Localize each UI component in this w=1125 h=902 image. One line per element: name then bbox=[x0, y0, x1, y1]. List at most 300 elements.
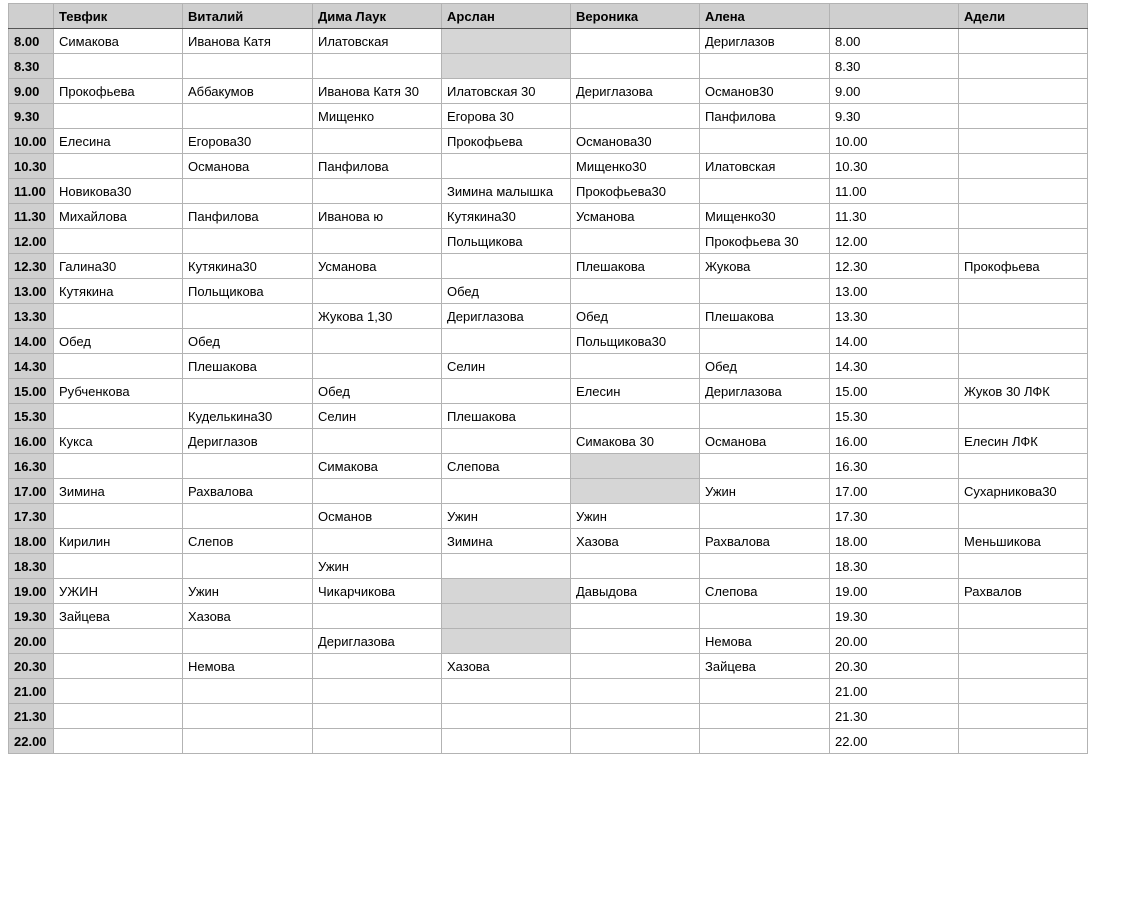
row-time-label[interactable]: 13.00 bbox=[9, 279, 54, 304]
table-cell[interactable]: Давыдова bbox=[571, 579, 700, 604]
schedule-table bbox=[8, 3, 1088, 754]
table-cell[interactable]: Аббакумов bbox=[183, 79, 313, 104]
table-cell[interactable] bbox=[700, 54, 830, 79]
table-cell[interactable] bbox=[959, 79, 1088, 104]
table-cell[interactable]: Хазова bbox=[183, 604, 313, 629]
table-cell[interactable]: Кукса bbox=[54, 429, 183, 454]
table-row bbox=[9, 554, 1088, 579]
table-cell[interactable] bbox=[700, 704, 830, 729]
table-cell[interactable] bbox=[442, 579, 571, 604]
table-cell[interactable] bbox=[959, 729, 1088, 754]
table-cell[interactable] bbox=[959, 104, 1088, 129]
table-cell[interactable] bbox=[959, 629, 1088, 654]
table-row bbox=[9, 79, 1088, 104]
table-cell[interactable]: Галина30 bbox=[54, 254, 183, 279]
table-cell[interactable]: 8.00 bbox=[830, 29, 959, 54]
table-cell[interactable]: Рубченкова bbox=[54, 379, 183, 404]
table-row bbox=[9, 729, 1088, 754]
table-cell[interactable] bbox=[442, 254, 571, 279]
table-cell[interactable]: 14.30 bbox=[830, 354, 959, 379]
table-row bbox=[9, 579, 1088, 604]
table-cell[interactable]: Дериглазова bbox=[700, 379, 830, 404]
table-row bbox=[9, 204, 1088, 229]
table-cell[interactable]: Ужин bbox=[183, 579, 313, 604]
row-time-label[interactable]: 15.30 bbox=[9, 404, 54, 429]
table-cell[interactable]: 11.00 bbox=[830, 179, 959, 204]
table-cell[interactable] bbox=[442, 629, 571, 654]
table-cell[interactable] bbox=[959, 279, 1088, 304]
table-cell[interactable]: Ужин bbox=[442, 504, 571, 529]
table-cell[interactable]: Немова bbox=[700, 629, 830, 654]
table-cell[interactable]: 22.00 bbox=[830, 729, 959, 754]
table-cell[interactable]: 16.30 bbox=[830, 454, 959, 479]
table-cell[interactable] bbox=[183, 704, 313, 729]
table-cell[interactable]: 15.00 bbox=[830, 379, 959, 404]
table-cell[interactable]: Кутякина30 bbox=[183, 254, 313, 279]
table-cell[interactable]: 12.00 bbox=[830, 229, 959, 254]
table-cell[interactable] bbox=[571, 654, 700, 679]
row-time-label[interactable]: 8.00 bbox=[9, 29, 54, 54]
table-cell[interactable] bbox=[54, 554, 183, 579]
table-cell[interactable]: 9.30 bbox=[830, 104, 959, 129]
table-cell[interactable] bbox=[571, 679, 700, 704]
table-cell[interactable]: Чикарчикова bbox=[313, 579, 442, 604]
table-row bbox=[9, 654, 1088, 679]
table-cell[interactable] bbox=[700, 604, 830, 629]
table-cell[interactable]: Мищенко30 bbox=[700, 204, 830, 229]
table-cell[interactable] bbox=[700, 729, 830, 754]
table-cell[interactable]: Дериглазова bbox=[571, 79, 700, 104]
table-cell[interactable] bbox=[959, 679, 1088, 704]
table-row bbox=[9, 254, 1088, 279]
table-cell[interactable]: Селин bbox=[313, 404, 442, 429]
table-cell[interactable] bbox=[183, 454, 313, 479]
table-cell[interactable]: 13.30 bbox=[830, 304, 959, 329]
table-cell[interactable]: Прокофьева bbox=[442, 129, 571, 154]
table-cell[interactable] bbox=[313, 129, 442, 154]
table-cell[interactable] bbox=[571, 729, 700, 754]
table-cell[interactable]: Рахвалов bbox=[959, 579, 1088, 604]
table-cell[interactable] bbox=[54, 404, 183, 429]
column-header-vitaliy[interactable]: Виталий bbox=[183, 4, 313, 29]
table-cell[interactable]: Селин bbox=[442, 354, 571, 379]
table-cell[interactable] bbox=[54, 504, 183, 529]
table-cell[interactable]: Симакова 30 bbox=[571, 429, 700, 454]
table-row bbox=[9, 179, 1088, 204]
table-cell[interactable]: Елесин bbox=[571, 379, 700, 404]
table-cell[interactable] bbox=[54, 354, 183, 379]
table-cell[interactable]: Иванова Катя 30 bbox=[313, 79, 442, 104]
table-cell[interactable] bbox=[959, 604, 1088, 629]
table-cell[interactable]: 18.00 bbox=[830, 529, 959, 554]
table-cell[interactable] bbox=[442, 154, 571, 179]
table-cell[interactable]: Обед bbox=[571, 304, 700, 329]
table-cell[interactable]: 19.00 bbox=[830, 579, 959, 604]
table-cell[interactable] bbox=[183, 304, 313, 329]
table-cell[interactable]: Егорова30 bbox=[183, 129, 313, 154]
table-cell[interactable]: Иванова ю bbox=[313, 204, 442, 229]
table-cell[interactable] bbox=[54, 704, 183, 729]
table-row bbox=[9, 679, 1088, 704]
table-cell[interactable]: Егорова 30 bbox=[442, 104, 571, 129]
table-cell[interactable] bbox=[959, 704, 1088, 729]
table-cell[interactable] bbox=[313, 479, 442, 504]
row-time-label[interactable]: 10.30 bbox=[9, 154, 54, 179]
table-cell[interactable]: Куделькина30 bbox=[183, 404, 313, 429]
table-cell[interactable] bbox=[700, 279, 830, 304]
table-cell[interactable] bbox=[54, 154, 183, 179]
row-time-label[interactable]: 9.30 bbox=[9, 104, 54, 129]
table-cell[interactable] bbox=[571, 279, 700, 304]
table-cell[interactable] bbox=[571, 404, 700, 429]
row-time-label[interactable]: 18.30 bbox=[9, 554, 54, 579]
table-cell[interactable] bbox=[313, 729, 442, 754]
table-cell[interactable] bbox=[183, 54, 313, 79]
table-cell[interactable] bbox=[313, 654, 442, 679]
table-cell[interactable]: Михайлова bbox=[54, 204, 183, 229]
table-cell[interactable] bbox=[442, 704, 571, 729]
row-time-label[interactable]: 20.00 bbox=[9, 629, 54, 654]
table-cell[interactable]: 10.30 bbox=[830, 154, 959, 179]
table-cell[interactable]: Польщикова bbox=[442, 229, 571, 254]
table-cell[interactable] bbox=[442, 479, 571, 504]
table-row bbox=[9, 404, 1088, 429]
table-cell[interactable] bbox=[313, 54, 442, 79]
row-time-label[interactable]: 22.00 bbox=[9, 729, 54, 754]
table-cell[interactable] bbox=[571, 554, 700, 579]
table-cell[interactable] bbox=[959, 404, 1088, 429]
table-cell[interactable]: 13.00 bbox=[830, 279, 959, 304]
table-row bbox=[9, 479, 1088, 504]
table-cell[interactable] bbox=[959, 54, 1088, 79]
table-cell[interactable]: Плешакова bbox=[442, 404, 571, 429]
table-cell[interactable] bbox=[571, 604, 700, 629]
row-time-label[interactable]: 19.00 bbox=[9, 579, 54, 604]
table-cell[interactable]: Симакова bbox=[54, 29, 183, 54]
table-cell[interactable]: Прокофьева bbox=[959, 254, 1088, 279]
table-cell[interactable]: 18.30 bbox=[830, 554, 959, 579]
table-cell[interactable] bbox=[700, 504, 830, 529]
table-cell[interactable] bbox=[54, 679, 183, 704]
table-cell[interactable]: Османов bbox=[313, 504, 442, 529]
table-cell[interactable]: Панфилова bbox=[183, 204, 313, 229]
table-cell[interactable] bbox=[959, 129, 1088, 154]
table-row bbox=[9, 629, 1088, 654]
table-cell[interactable] bbox=[959, 304, 1088, 329]
row-time-label[interactable]: 15.00 bbox=[9, 379, 54, 404]
row-time-label[interactable]: 19.30 bbox=[9, 604, 54, 629]
table-cell[interactable]: 20.00 bbox=[830, 629, 959, 654]
table-cell[interactable] bbox=[313, 329, 442, 354]
table-cell[interactable]: 20.30 bbox=[830, 654, 959, 679]
table-cell[interactable]: 17.30 bbox=[830, 504, 959, 529]
table-cell[interactable] bbox=[183, 104, 313, 129]
corner-header bbox=[9, 4, 54, 29]
table-row bbox=[9, 54, 1088, 79]
column-header-tevfik[interactable]: Тевфик bbox=[54, 4, 183, 29]
table-row bbox=[9, 129, 1088, 154]
table-cell[interactable]: Елесин ЛФК bbox=[959, 429, 1088, 454]
table-cell[interactable]: Польщикова bbox=[183, 279, 313, 304]
table-cell[interactable] bbox=[959, 29, 1088, 54]
table-cell[interactable] bbox=[442, 429, 571, 454]
table-cell[interactable] bbox=[442, 54, 571, 79]
table-cell[interactable] bbox=[313, 354, 442, 379]
table-cell[interactable] bbox=[183, 229, 313, 254]
table-cell[interactable]: Хазова bbox=[442, 654, 571, 679]
table-cell[interactable]: Жукова bbox=[700, 254, 830, 279]
header-row bbox=[9, 4, 1088, 29]
table-cell[interactable]: Ужин bbox=[700, 479, 830, 504]
table-row bbox=[9, 529, 1088, 554]
row-time-label[interactable]: 20.30 bbox=[9, 654, 54, 679]
table-row bbox=[9, 304, 1088, 329]
table-cell[interactable] bbox=[183, 629, 313, 654]
table-cell[interactable] bbox=[442, 379, 571, 404]
table-cell[interactable]: Кутякина bbox=[54, 279, 183, 304]
table-cell[interactable]: Польщикова30 bbox=[571, 329, 700, 354]
table-cell[interactable]: Илатовская bbox=[313, 29, 442, 54]
table-cell[interactable] bbox=[442, 604, 571, 629]
table-cell[interactable]: Панфилова bbox=[313, 154, 442, 179]
table-cell[interactable] bbox=[571, 104, 700, 129]
table-cell[interactable]: Иванова Катя bbox=[183, 29, 313, 54]
row-time-label[interactable]: 12.00 bbox=[9, 229, 54, 254]
table-cell[interactable] bbox=[700, 129, 830, 154]
table-cell[interactable]: Обед bbox=[183, 329, 313, 354]
table-cell[interactable] bbox=[959, 179, 1088, 204]
table-cell[interactable]: Кутякина30 bbox=[442, 204, 571, 229]
column-header-arslan[interactable]: Арслан bbox=[442, 4, 571, 29]
table-cell[interactable]: Османов30 bbox=[700, 79, 830, 104]
table-cell[interactable] bbox=[313, 529, 442, 554]
table-cell[interactable] bbox=[313, 604, 442, 629]
table-cell[interactable] bbox=[442, 554, 571, 579]
table-cell[interactable] bbox=[54, 54, 183, 79]
table-cell[interactable] bbox=[183, 504, 313, 529]
row-time-label[interactable]: 10.00 bbox=[9, 129, 54, 154]
table-row bbox=[9, 279, 1088, 304]
table-cell[interactable]: Обед bbox=[442, 279, 571, 304]
table-cell[interactable] bbox=[959, 454, 1088, 479]
table-cell[interactable]: Дериглазов bbox=[700, 29, 830, 54]
table-cell[interactable] bbox=[183, 179, 313, 204]
table-cell[interactable] bbox=[313, 229, 442, 254]
row-time-label[interactable]: 17.00 bbox=[9, 479, 54, 504]
table-cell[interactable] bbox=[571, 454, 700, 479]
table-cell[interactable]: Меньшикова bbox=[959, 529, 1088, 554]
table-row bbox=[9, 154, 1088, 179]
table-cell[interactable] bbox=[959, 554, 1088, 579]
row-time-label[interactable]: 21.30 bbox=[9, 704, 54, 729]
table-cell[interactable]: Кирилин bbox=[54, 529, 183, 554]
table-cell[interactable] bbox=[700, 554, 830, 579]
row-time-label[interactable]: 16.30 bbox=[9, 454, 54, 479]
table-cell[interactable] bbox=[571, 229, 700, 254]
table-cell[interactable] bbox=[313, 279, 442, 304]
table-cell[interactable]: Жукова 1,30 bbox=[313, 304, 442, 329]
table-cell[interactable] bbox=[54, 629, 183, 654]
table-cell[interactable]: Дериглазова bbox=[442, 304, 571, 329]
table-cell[interactable]: Дериглазов bbox=[183, 429, 313, 454]
row-time-label[interactable]: 13.30 bbox=[9, 304, 54, 329]
table-cell[interactable] bbox=[700, 404, 830, 429]
table-cell[interactable]: Прокофьева 30 bbox=[700, 229, 830, 254]
table-cell[interactable] bbox=[313, 704, 442, 729]
table-cell[interactable] bbox=[959, 504, 1088, 529]
table-cell[interactable]: Зимина малышка bbox=[442, 179, 571, 204]
table-cell[interactable]: Симакова bbox=[313, 454, 442, 479]
table-cell[interactable] bbox=[571, 479, 700, 504]
table-cell[interactable]: Обед bbox=[700, 354, 830, 379]
row-time-label[interactable]: 9.00 bbox=[9, 79, 54, 104]
table-cell[interactable]: 16.00 bbox=[830, 429, 959, 454]
table-cell[interactable]: Илатовская 30 bbox=[442, 79, 571, 104]
table-cell[interactable] bbox=[183, 679, 313, 704]
table-cell[interactable] bbox=[571, 29, 700, 54]
table-cell[interactable]: Османова30 bbox=[571, 129, 700, 154]
table-cell[interactable] bbox=[959, 229, 1088, 254]
table-cell[interactable]: 21.30 bbox=[830, 704, 959, 729]
row-time-label[interactable]: 21.00 bbox=[9, 679, 54, 704]
table-cell[interactable] bbox=[54, 304, 183, 329]
table-cell[interactable]: Обед bbox=[54, 329, 183, 354]
table-cell[interactable]: Слепова bbox=[442, 454, 571, 479]
table-cell[interactable]: Зайцева bbox=[54, 604, 183, 629]
table-cell[interactable] bbox=[700, 679, 830, 704]
table-cell[interactable]: Зайцева bbox=[700, 654, 830, 679]
table-cell[interactable] bbox=[54, 654, 183, 679]
table-cell[interactable] bbox=[442, 729, 571, 754]
table-cell[interactable] bbox=[959, 204, 1088, 229]
column-header-alena[interactable]: Алена bbox=[700, 4, 830, 29]
table-cell[interactable] bbox=[183, 729, 313, 754]
column-header-blank[interactable] bbox=[830, 4, 959, 29]
table-cell[interactable]: Плешакова bbox=[183, 354, 313, 379]
table-cell[interactable] bbox=[54, 229, 183, 254]
table-cell[interactable]: Слепова bbox=[700, 579, 830, 604]
table-cell[interactable] bbox=[700, 454, 830, 479]
table-cell[interactable]: Зимина bbox=[54, 479, 183, 504]
table-cell[interactable] bbox=[183, 379, 313, 404]
table-row bbox=[9, 429, 1088, 454]
table-cell[interactable] bbox=[313, 679, 442, 704]
table-cell[interactable]: Жуков 30 ЛФК bbox=[959, 379, 1088, 404]
table-cell[interactable]: Мищенко bbox=[313, 104, 442, 129]
table-cell[interactable]: Обед bbox=[313, 379, 442, 404]
table-cell[interactable]: 10.00 bbox=[830, 129, 959, 154]
table-cell[interactable] bbox=[442, 329, 571, 354]
table-cell[interactable] bbox=[54, 104, 183, 129]
table-cell[interactable]: Слепов bbox=[183, 529, 313, 554]
table-cell[interactable] bbox=[54, 454, 183, 479]
table-cell[interactable]: Хазова bbox=[571, 529, 700, 554]
table-cell[interactable]: Османова bbox=[183, 154, 313, 179]
row-time-label[interactable]: 16.00 bbox=[9, 429, 54, 454]
table-cell[interactable]: 19.30 bbox=[830, 604, 959, 629]
table-cell[interactable] bbox=[183, 554, 313, 579]
table-cell[interactable]: 12.30 bbox=[830, 254, 959, 279]
table-cell[interactable]: Елесина bbox=[54, 129, 183, 154]
row-time-label[interactable]: 11.00 bbox=[9, 179, 54, 204]
schedule-body bbox=[9, 29, 1088, 754]
table-cell[interactable]: Новикова30 bbox=[54, 179, 183, 204]
table-row bbox=[9, 354, 1088, 379]
table-cell[interactable]: Плешакова bbox=[700, 304, 830, 329]
table-cell[interactable] bbox=[700, 179, 830, 204]
table-cell[interactable]: Плешакова bbox=[571, 254, 700, 279]
row-time-label[interactable]: 8.30 bbox=[9, 54, 54, 79]
table-cell[interactable] bbox=[959, 354, 1088, 379]
table-cell[interactable] bbox=[442, 679, 571, 704]
table-cell[interactable]: Мищенко30 bbox=[571, 154, 700, 179]
table-cell[interactable]: 8.30 bbox=[830, 54, 959, 79]
table-cell[interactable]: Зимина bbox=[442, 529, 571, 554]
table-cell[interactable]: УЖИН bbox=[54, 579, 183, 604]
table-cell[interactable] bbox=[313, 179, 442, 204]
table-cell[interactable]: 15.30 bbox=[830, 404, 959, 429]
table-cell[interactable]: Ужин bbox=[571, 504, 700, 529]
row-time-label[interactable]: 12.30 bbox=[9, 254, 54, 279]
table-row bbox=[9, 29, 1088, 54]
table-cell[interactable] bbox=[700, 329, 830, 354]
table-cell[interactable]: Усманова bbox=[571, 204, 700, 229]
table-cell[interactable]: Рахвалова bbox=[183, 479, 313, 504]
table-cell[interactable]: Ужин bbox=[313, 554, 442, 579]
table-cell[interactable]: Рахвалова bbox=[700, 529, 830, 554]
table-cell[interactable]: Панфилова bbox=[700, 104, 830, 129]
table-cell[interactable] bbox=[313, 429, 442, 454]
table-cell[interactable] bbox=[571, 704, 700, 729]
row-time-label[interactable]: 17.30 bbox=[9, 504, 54, 529]
column-header-adeli[interactable]: Адели bbox=[959, 4, 1088, 29]
table-cell[interactable]: Усманова bbox=[313, 254, 442, 279]
row-time-label[interactable]: 18.00 bbox=[9, 529, 54, 554]
column-header-dima-lauk[interactable]: Дима Лаук bbox=[313, 4, 442, 29]
table-cell[interactable]: 9.00 bbox=[830, 79, 959, 104]
table-cell[interactable]: Дериглазова bbox=[313, 629, 442, 654]
row-time-label[interactable]: 14.30 bbox=[9, 354, 54, 379]
table-row bbox=[9, 104, 1088, 129]
table-cell[interactable] bbox=[571, 354, 700, 379]
column-header-veronika[interactable]: Вероника bbox=[571, 4, 700, 29]
table-cell[interactable] bbox=[959, 654, 1088, 679]
table-cell[interactable] bbox=[571, 54, 700, 79]
table-cell[interactable]: Илатовская bbox=[700, 154, 830, 179]
table-cell[interactable] bbox=[959, 329, 1088, 354]
row-time-label[interactable]: 11.30 bbox=[9, 204, 54, 229]
table-cell[interactable]: 14.00 bbox=[830, 329, 959, 354]
table-row bbox=[9, 504, 1088, 529]
table-cell[interactable]: Османова bbox=[700, 429, 830, 454]
table-cell[interactable] bbox=[54, 729, 183, 754]
table-cell[interactable] bbox=[442, 29, 571, 54]
table-row bbox=[9, 329, 1088, 354]
table-row bbox=[9, 454, 1088, 479]
table-cell[interactable] bbox=[959, 154, 1088, 179]
table-row bbox=[9, 379, 1088, 404]
table-cell[interactable]: 11.30 bbox=[830, 204, 959, 229]
table-cell[interactable]: Немова bbox=[183, 654, 313, 679]
table-row bbox=[9, 704, 1088, 729]
table-cell[interactable]: 21.00 bbox=[830, 679, 959, 704]
table-cell[interactable]: Сухарникова30 bbox=[959, 479, 1088, 504]
table-cell[interactable] bbox=[571, 629, 700, 654]
table-cell[interactable]: Прокофьева30 bbox=[571, 179, 700, 204]
table-cell[interactable]: 17.00 bbox=[830, 479, 959, 504]
row-time-label[interactable]: 14.00 bbox=[9, 329, 54, 354]
table-cell[interactable]: Прокофьева bbox=[54, 79, 183, 104]
